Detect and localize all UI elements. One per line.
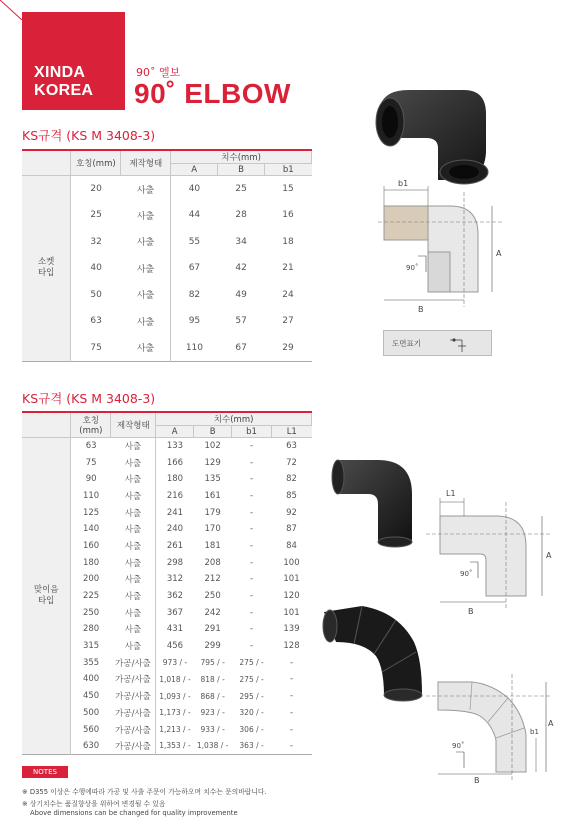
table-cell: 사출 — [136, 185, 155, 196]
table-cell: 84 — [286, 540, 297, 551]
table-cell: - — [250, 557, 254, 568]
angle-label: 90˚ — [460, 570, 473, 578]
header-a: A — [171, 164, 218, 176]
table-cell: - — [250, 441, 254, 452]
table-cell: - — [250, 591, 254, 602]
table-cell: 240 — [156, 521, 194, 538]
table-cell: 75 — [90, 342, 102, 353]
table-cell: 1,173 / - — [156, 705, 194, 722]
table-cell: 40 — [171, 176, 218, 203]
group-label-line: 맞이음 — [33, 585, 59, 596]
table-cell: 795 / - — [200, 658, 225, 668]
table-cell: 90 — [85, 474, 97, 485]
table-cell: 250 — [204, 591, 221, 602]
header-dims: 치수(mm) — [156, 412, 312, 426]
table-cell: 291 — [204, 624, 221, 635]
table-cell: 28 — [235, 210, 247, 221]
table-cell: 560 — [82, 724, 100, 735]
table-cell: 사출 — [124, 592, 142, 603]
header-a: A — [156, 426, 194, 438]
table-cell: - — [289, 674, 294, 685]
note-line: ※ D355 이상은 수행에따라 가공 및 사출 주문이 가능하오며 치수는 문의바랍니다. — [22, 788, 267, 796]
socket-spec-table — [22, 149, 312, 362]
table-cell: 49 — [235, 289, 247, 300]
table-cell: 161 — [204, 490, 221, 501]
table-cell: 630 — [82, 740, 100, 751]
table-cell: 75 — [85, 457, 97, 468]
table-cell: 사출 — [124, 508, 142, 519]
table-cell: 225 — [82, 591, 100, 602]
table-cell: 1,018 / - — [156, 671, 194, 688]
table-cell: 973 / - — [156, 654, 194, 671]
table-cell: 50 — [90, 289, 102, 300]
table-cell: 120 — [283, 591, 300, 602]
table-cell: 431 — [156, 621, 194, 638]
table-cell: 55 — [171, 229, 218, 256]
page-title: 90˚ ELBOW — [134, 78, 291, 109]
table-cell: 87 — [286, 524, 297, 535]
table-cell: 299 — [204, 641, 221, 652]
note-line: ※ 상기치수는 품질향상을 위하여 변경될 수 있음 — [22, 800, 166, 808]
table-cell: 139 — [283, 624, 300, 635]
dim-a-label: A — [548, 719, 554, 728]
table-cell: 216 — [156, 488, 194, 505]
table-cell: 355 — [82, 657, 100, 668]
table-cell: - — [250, 641, 254, 652]
table-cell: 125 — [82, 507, 100, 518]
header-method: 제작형태 — [111, 412, 156, 438]
header-b1: b1 — [232, 426, 272, 438]
table-cell: 242 — [204, 607, 221, 618]
butt-elbow-drawing — [426, 484, 556, 618]
table-cell: 가공/사출 — [115, 741, 151, 752]
socket-elbow-drawing — [378, 172, 508, 318]
group-label-line: 타입 — [37, 596, 55, 607]
table-cell: 101 — [283, 574, 300, 585]
table-cell: 140 — [82, 524, 100, 535]
table-cell: 1,213 / - — [156, 721, 194, 738]
table-cell: 95 — [171, 308, 218, 335]
table-cell: 85 — [286, 490, 297, 501]
header-nominal: 호칭(mm) — [71, 412, 111, 438]
header-b: B — [194, 426, 232, 438]
table-cell: 179 — [204, 507, 221, 518]
table-cell: 129 — [204, 457, 221, 468]
table-cell: 200 — [82, 574, 100, 585]
notes-label: NOTES — [22, 766, 68, 778]
table-cell: 사출 — [124, 642, 142, 653]
table-cell: 280 — [82, 624, 100, 635]
table-cell: 92 — [286, 507, 297, 518]
table-cell: 250 — [82, 607, 100, 618]
dim-b-label: B — [474, 776, 480, 784]
table-cell: 63 — [286, 441, 297, 452]
table-cell: 102 — [204, 441, 221, 452]
table-cell: 135 — [204, 474, 221, 485]
table-cell: - — [250, 574, 254, 585]
table-cell: 가공/사출 — [115, 708, 151, 719]
table-cell: 24 — [282, 289, 294, 300]
table-cell: 363 / - — [239, 741, 264, 751]
table-cell: 27 — [282, 316, 294, 327]
table-cell: 818 / - — [200, 674, 225, 684]
table-cell: 181 — [204, 540, 221, 551]
table-cell: 933 / - — [200, 725, 225, 735]
header-l1: L1 — [272, 426, 312, 438]
table-cell: - — [289, 740, 294, 751]
table-cell: 400 — [82, 674, 100, 685]
table-cell: 57 — [235, 316, 247, 327]
table-cell: 42 — [235, 263, 247, 274]
table-cell: 100 — [283, 557, 300, 568]
row-group-label — [22, 438, 71, 755]
table-cell: 63 — [90, 316, 102, 327]
segmented-elbow-photo — [318, 598, 430, 706]
table-cell: 1,353 / - — [156, 738, 194, 755]
dim-l1-label: L1 — [446, 489, 456, 498]
table-cell: 사출 — [136, 291, 155, 302]
table-row — [22, 438, 312, 455]
table-cell: 사출 — [124, 575, 142, 586]
table-cell: 사출 — [124, 558, 142, 569]
table-cell: 34 — [235, 236, 247, 247]
table-cell: 44 — [171, 202, 218, 229]
table-cell: 사출 — [136, 211, 155, 222]
table-cell: 40 — [90, 263, 102, 274]
dim-b-label: B — [418, 305, 424, 314]
table-cell: 500 — [82, 707, 100, 718]
table-cell: - — [289, 657, 294, 668]
table-cell: 166 — [156, 454, 194, 471]
group-label-line: 소켓 — [37, 257, 55, 268]
brand-block — [22, 12, 125, 110]
table-cell: 367 — [156, 604, 194, 621]
brand-line1: XINDA — [34, 64, 86, 81]
angle-label: 90˚ — [406, 264, 419, 272]
table-cell: 101 — [283, 607, 300, 618]
section2-title: KS규격 (KS M 3408-3) — [22, 391, 156, 406]
note-line: Above dimensions can be changed for quality improvemente — [30, 809, 238, 817]
table-cell: 133 — [156, 438, 194, 455]
dim-a-label: A — [546, 551, 552, 560]
table-cell: 312 — [156, 571, 194, 588]
table-cell: 456 — [156, 638, 194, 655]
brand-line2: KOREA — [34, 82, 94, 99]
table-row — [22, 176, 312, 203]
table-cell: 1,093 / - — [156, 688, 194, 705]
header-b: B — [218, 164, 265, 176]
table-cell: 208 — [204, 557, 221, 568]
symbol-icon — [448, 334, 468, 354]
dim-a-label: A — [496, 249, 502, 258]
table-cell: - — [289, 691, 294, 702]
table-cell: - — [250, 457, 254, 468]
table-cell: 사출 — [136, 238, 155, 249]
table-cell: 20 — [90, 184, 102, 194]
table-cell: 25 — [235, 184, 247, 194]
table-cell: - — [250, 540, 254, 551]
table-cell: 가공/사출 — [115, 692, 151, 703]
table-cell: 868 / - — [200, 691, 225, 701]
table-cell: 사출 — [124, 475, 142, 486]
table-cell: 82 — [286, 474, 297, 485]
table-cell: 사출 — [124, 608, 142, 619]
table-cell: 295 / - — [239, 691, 264, 701]
table-cell: 315 — [82, 641, 100, 652]
dim-b1-label: b1 — [398, 179, 409, 188]
table-cell: 사출 — [124, 625, 142, 636]
header-method: 제작형태 — [121, 150, 171, 176]
segmented-elbow-drawing — [426, 668, 556, 784]
table-cell: 18 — [282, 236, 294, 247]
section1-title: KS규격 (KS M 3408-3) — [22, 128, 156, 143]
table-cell: 110 — [171, 335, 218, 362]
butt-spec-table — [22, 411, 312, 755]
table-cell: 180 — [156, 471, 194, 488]
table-cell: 261 — [156, 538, 194, 555]
table-cell: 사출 — [124, 458, 142, 469]
table-cell: 320 / - — [239, 708, 264, 718]
table-cell: - — [250, 624, 254, 635]
table-cell: 15 — [282, 184, 294, 194]
table-cell: - — [289, 724, 294, 735]
table-cell: 306 / - — [239, 725, 264, 735]
table-cell: 사출 — [136, 317, 155, 328]
table-cell: - — [250, 474, 254, 485]
table-cell: 212 — [204, 574, 221, 585]
table-cell: 241 — [156, 504, 194, 521]
table-cell: 사출 — [136, 344, 155, 354]
table-cell: 사출 — [136, 264, 155, 275]
table-cell: 사출 — [124, 525, 142, 536]
table-cell: 298 — [156, 554, 194, 571]
table-cell: 82 — [171, 282, 218, 309]
butt-elbow-photo — [328, 448, 420, 548]
butt-table-body — [22, 438, 312, 755]
table-cell: 170 — [204, 524, 221, 535]
table-cell: 160 — [82, 540, 100, 551]
socket-table-body — [22, 176, 312, 362]
table-cell: 72 — [286, 457, 297, 468]
table-cell: 가공/사출 — [115, 658, 151, 669]
header-nominal: 호칭(mm) — [71, 150, 121, 176]
dim-b1-label: b1 — [530, 728, 539, 736]
table-cell: 110 — [82, 490, 100, 501]
table-cell: 16 — [282, 210, 294, 221]
table-cell: 180 — [82, 557, 100, 568]
table-cell: 1,038 / - — [196, 741, 229, 751]
table-cell: 67 — [171, 255, 218, 282]
table-cell: 450 — [82, 691, 100, 702]
table-cell: 21 — [282, 263, 294, 274]
table-cell: 25 — [90, 210, 102, 221]
table-cell: 362 — [156, 588, 194, 605]
table-cell: 사출 — [124, 491, 142, 502]
row-group-label — [22, 176, 71, 362]
header-dims: 치수(mm) — [171, 150, 312, 164]
table-cell: 사출 — [124, 442, 142, 453]
table-cell: 63 — [85, 441, 97, 452]
drawing-legend — [383, 330, 492, 356]
table-cell: 923 / - — [200, 708, 225, 718]
table-cell: 사출 — [124, 541, 142, 552]
legend-label: 도면표기 — [392, 339, 421, 348]
page-subtitle: 90˚ 엘보 — [136, 66, 181, 79]
table-cell: 29 — [282, 342, 294, 353]
angle-label: 90˚ — [452, 742, 465, 750]
table-cell: 가공/사출 — [115, 725, 151, 736]
table-cell: - — [250, 524, 254, 535]
dim-b-label: B — [468, 607, 474, 616]
table-cell: 275 / - — [239, 674, 264, 684]
table-cell: 128 — [283, 641, 300, 652]
table-cell: 67 — [235, 342, 247, 353]
group-label-line: 타입 — [37, 268, 55, 279]
table-cell: - — [250, 507, 254, 518]
table-cell: 가공/사출 — [115, 675, 151, 686]
table-cell: - — [250, 607, 254, 618]
header-b1: b1 — [265, 164, 312, 176]
table-cell: - — [289, 707, 294, 718]
table-cell: 32 — [90, 236, 102, 247]
table-cell: - — [250, 490, 254, 501]
table-cell: 275 / - — [239, 658, 264, 668]
